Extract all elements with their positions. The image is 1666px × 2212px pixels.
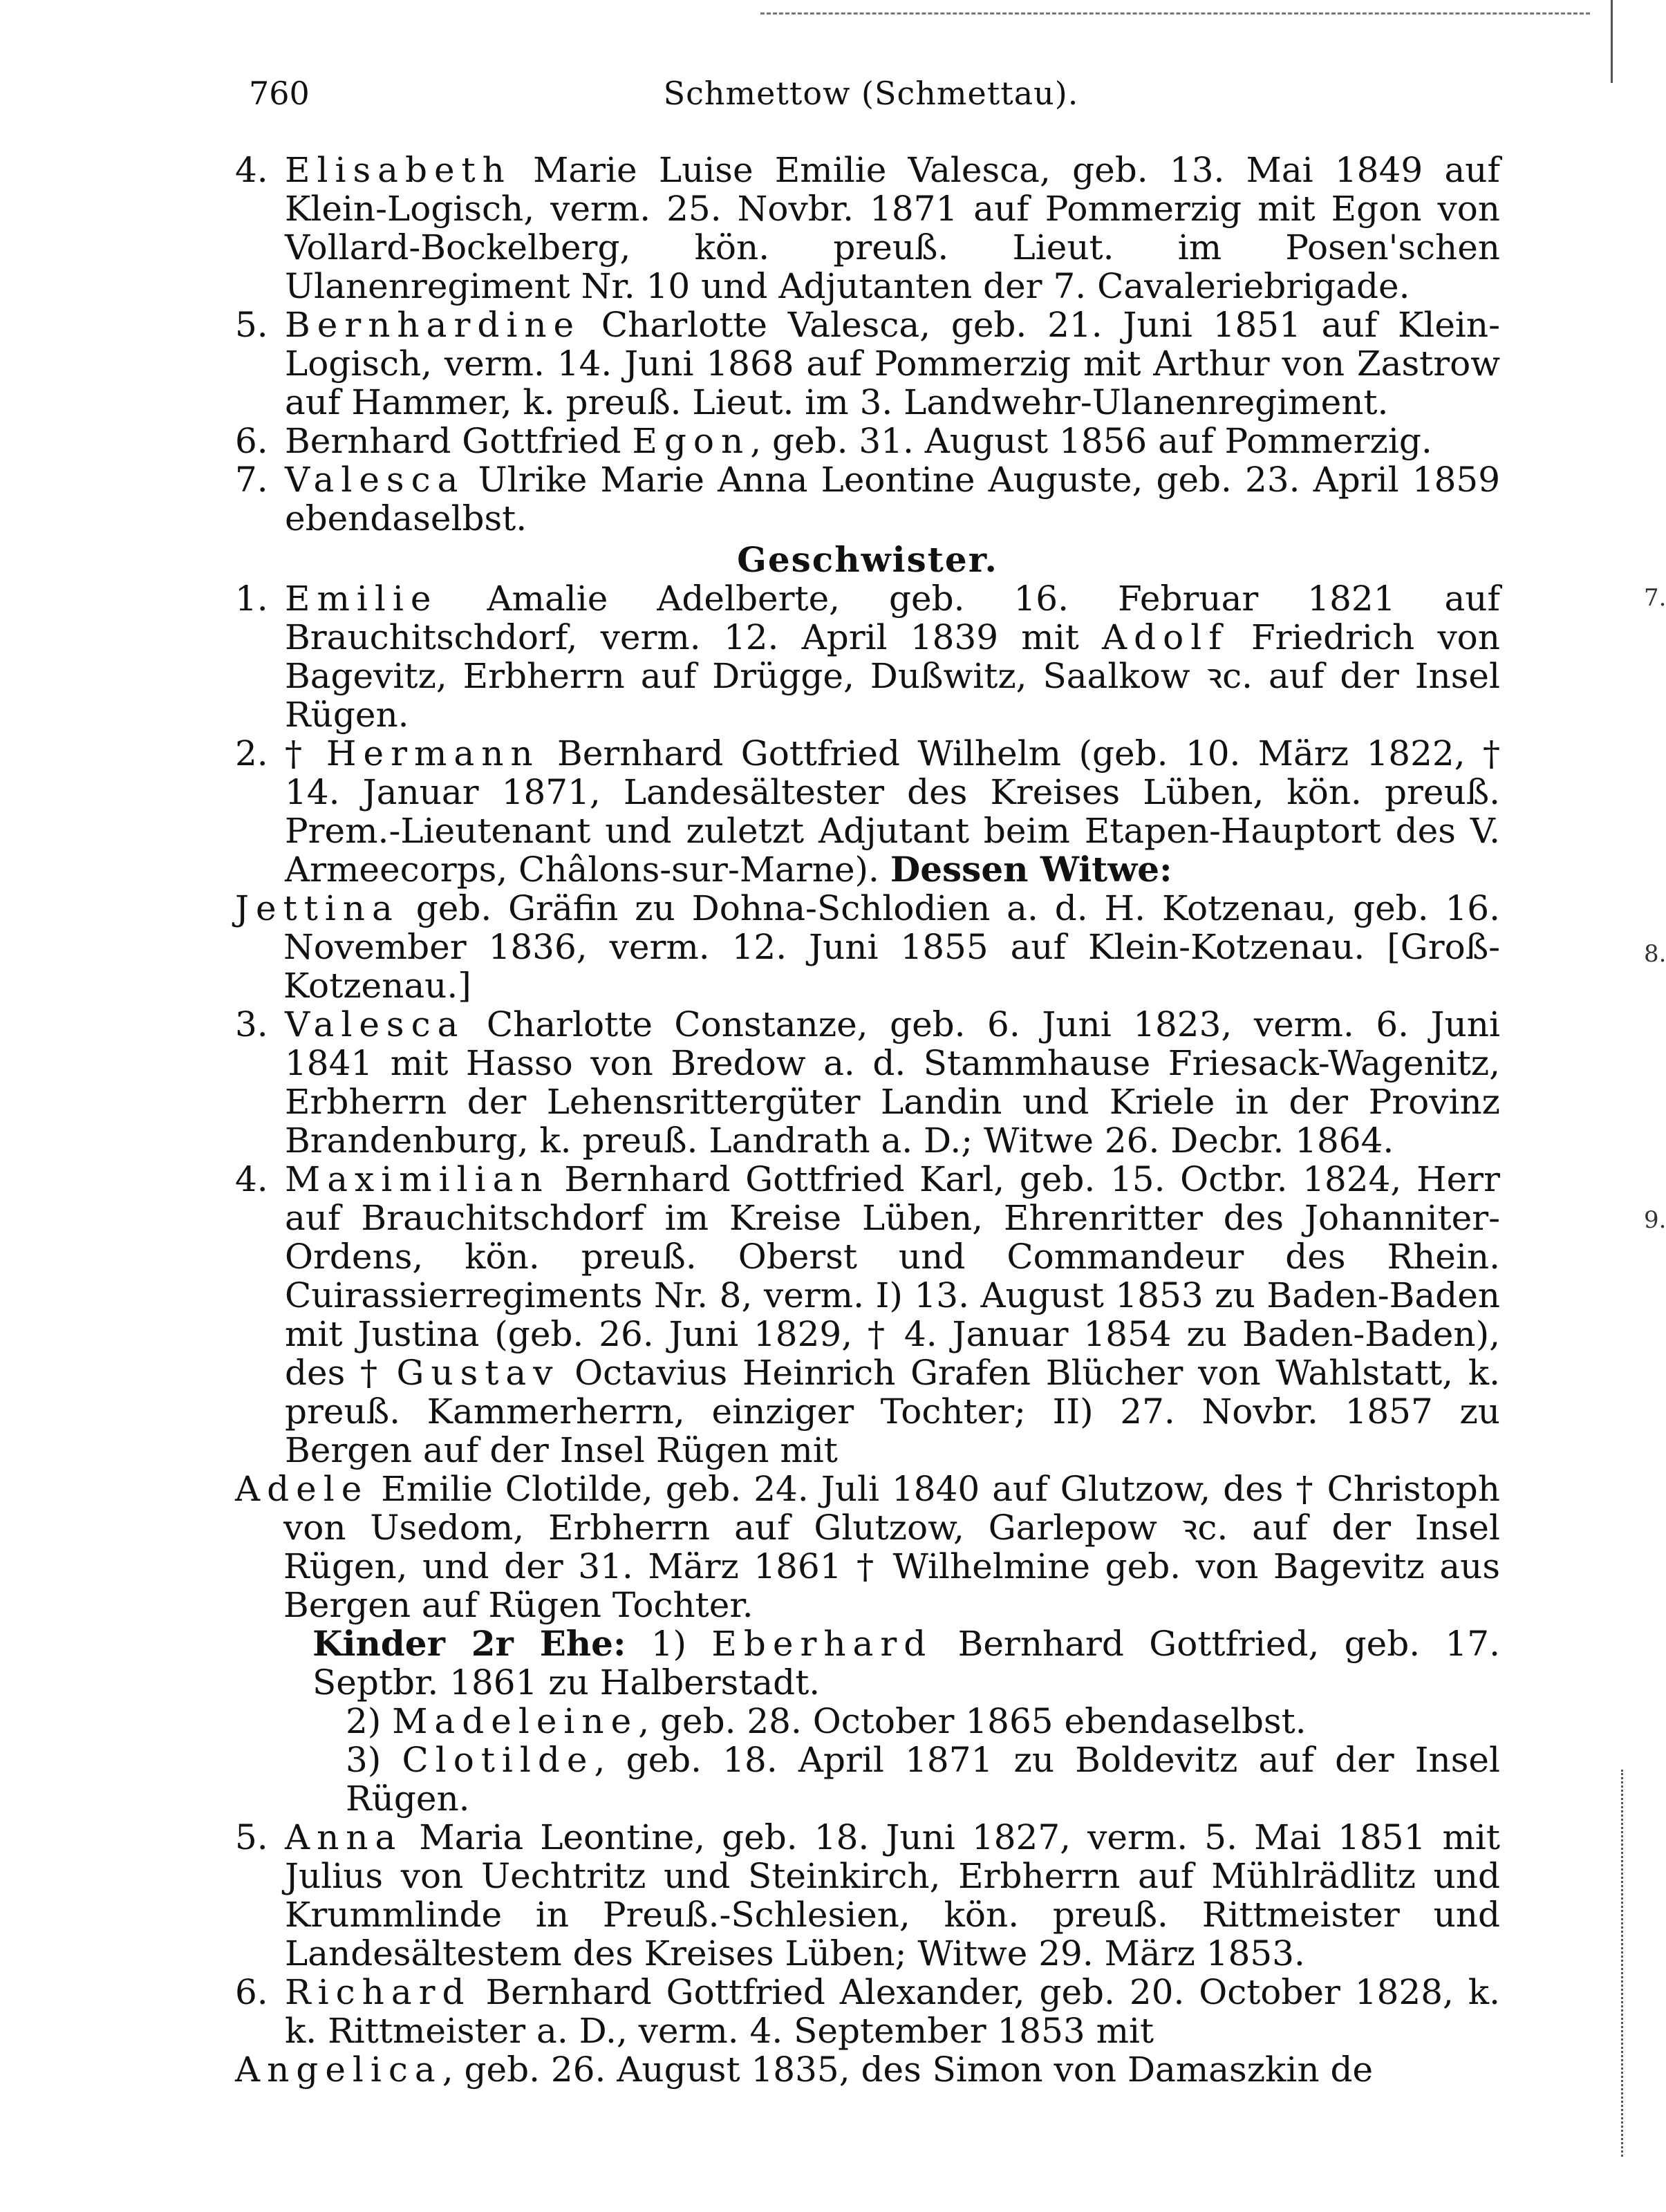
child-number: 3) [346, 1740, 402, 1780]
child-item [346, 1702, 1500, 1741]
child-text: , geb. 28. October 1865 ebendaselbst. [638, 1701, 1307, 1741]
running-head: Schmettow (Schmettau). [663, 75, 1079, 112]
entry-name: Richard [285, 1972, 471, 2012]
margin-rule [1611, 0, 1613, 83]
entry-text: Ulrike Marie Anna Leontine Auguste, geb. 23. April 1859 ebendaselbst. [285, 460, 1500, 538]
margin-rule [1621, 1770, 1623, 2157]
top-edge-rule [760, 12, 1590, 15]
entry-number: 6. [235, 421, 268, 461]
entry-number: 4. [235, 1159, 268, 1199]
sibling-entry [235, 579, 1500, 734]
entry-number: 6. [235, 1972, 268, 2012]
spouse-name: Jettina [235, 888, 400, 928]
margin-mark: 9. [1644, 1206, 1666, 1234]
child-text: Bernhard Gottfried, geb. 17. Septbr. 1861 zu Halberstadt. [312, 1624, 1500, 1703]
entry-name-secondary: Gustav [396, 1353, 560, 1393]
entry-text: Amalie Adelberte, geb. 16. Februar 1821 auf Brauchitschdorf, verm. 12. April 1839 mit [285, 579, 1500, 657]
entry-number: 7. [235, 460, 268, 500]
entry-text: Octavius Heinrich Grafen Blücher von Wahlstatt, k. preuß. Kammerherrn, einziger Tochter; II) 27. Novbr. 1857 zu Bergen auf der Insel Rügen mit [285, 1353, 1500, 1470]
entry-number: 5. [235, 305, 268, 345]
entry-number: 5. [235, 1817, 268, 1857]
children-list [235, 1624, 1500, 1818]
sibling-entry [235, 1973, 1500, 2050]
entry-text: Friedrich von Bagevitz, Erbherrn auf Drügge, Dußwitz, Saalkow ꝛc. auf der Insel Rügen. [285, 617, 1500, 735]
child-item [346, 1741, 1500, 1818]
spouse-entry [235, 2050, 1500, 2089]
margin-mark: 7. [1644, 584, 1666, 612]
spouse-name: Adele [235, 1469, 369, 1509]
children-label: Kinder 2r Ehe: [312, 1623, 626, 1664]
spouse-text: Emilie Clotilde, geb. 24. Juli 1840 auf Glutzow, des † Christoph von Usedom, Erbherrn auf Glutzow, Garlepow ꝛc. auf der Insel Rügen, und der 31. März 1861 † Wilhelmine geb. von Bagevitz aus Bergen auf Rügen Tochter. [283, 1469, 1500, 1625]
sibling-entry [235, 1160, 1500, 1470]
entry-text: Charlotte Valesca, geb. 21. Juni 1851 auf Klein-Logisch, verm. 14. Juni 1868 auf Pommerzig mit Arthur von Zastrow auf Hammer, k. preuß. Lieut. im 3. Landwehr-Ulanenregiment. [285, 305, 1500, 422]
entry-text: , geb. 31. August 1856 auf Pommerzig. [750, 421, 1432, 461]
entry-name: Emilie [285, 579, 438, 619]
entry-name: Bernhardine [285, 305, 581, 345]
entry-name: Anna [285, 1817, 403, 1857]
entry-text: Bernhard Gottfried Karl, geb. 15. Octbr. 1824, Herr auf Brauchitschdorf im Kreise Lüben, Ehrenritter des Johanniter-Ordens, kön. preuß. Oberst und Commandeur des Rhein. Cuirassierregiments Nr. 8, verm. I) 13. August 1853 zu Baden-Baden mit Justina (geb. 26. Juni 1829, † 4. Januar 1854 zu Baden-Baden), des † [285, 1159, 1500, 1393]
child-entry [235, 460, 1500, 538]
entry-number: 4. [235, 150, 268, 190]
page-number: 760 [249, 75, 310, 112]
entry-text: Marie Luise Emilie Valesca, geb. 13. Mai 1849 auf Klein-Logisch, verm. 25. Novbr. 1871 auf Pommerzig mit Egon von Vollard-Bockelberg, kön. preuß. Lieut. im Posen'schen Ulanenregiment Nr. 10 und Adjutanten der 7. Cavaleriebrigade. [285, 150, 1500, 306]
entry-name: Maximilian [285, 1159, 550, 1199]
child-name: Eberhard [711, 1624, 933, 1664]
section-title: Geschwister. [737, 539, 998, 580]
widow-label: Dessen Witwe: [890, 849, 1172, 890]
entry-name: Hermann [326, 733, 540, 774]
spouse-name: Angelica [235, 2050, 442, 2090]
child-item [312, 1624, 1500, 1702]
entry-text: Maria Leontine, geb. 18. Juni 1827, verm. 5. Mai 1851 mit Julius von Uechtritz und Steinkirch, Erbherrn auf Mühlrädlitz und Krummlinde in Preuß.-Schlesien, kön. preuß. Rittmeister und Landesältestem des Kreises Lüben; Witwe 29. März 1853. [285, 1817, 1500, 1974]
page-body [235, 151, 1500, 2089]
child-entry [235, 151, 1500, 306]
child-entry [235, 422, 1500, 460]
spouse-entry [235, 1470, 1500, 1624]
entry-number: 2. [235, 733, 268, 774]
entry-prefix: Bernhard Gottfried [285, 421, 633, 461]
death-cross: † [285, 733, 326, 774]
margin-mark: 8. [1644, 940, 1666, 968]
child-number: 2) [346, 1701, 393, 1741]
child-text: , geb. 18. April 1871 zu Boldevitz auf der Insel Rügen. [346, 1740, 1500, 1819]
child-name: Madeleine [392, 1701, 639, 1741]
sibling-entry [235, 734, 1500, 889]
sibling-entry [235, 1005, 1500, 1160]
page-header [249, 75, 1493, 137]
entry-name: Elisabeth [285, 150, 512, 190]
entry-number: 1. [235, 579, 268, 619]
child-number: 1) [626, 1624, 712, 1664]
entry-text: Charlotte Constanze, geb. 6. Juni 1823, verm. 6. Juni 1841 mit Hasso von Bredow a. d. Stammhause Friesack-Wagenitz, Erbherrn der Lehensrittergüter Landin und Kriele in der Provinz Brandenburg, k. preuß. Landrath a. D.; Witwe 26. Decbr. 1864. [285, 1004, 1500, 1161]
child-entry [235, 306, 1500, 422]
entry-text: Bernhard Gottfried Alexander, geb. 20. October 1828, k. k. Rittmeister a. D., verm. 4. September 1853 mit [285, 1972, 1500, 2051]
entry-name: Valesca [285, 460, 465, 500]
entry-name: Valesca [285, 1004, 465, 1044]
spouse-text: , geb. 26. August 1835, des Simon von Damaszkin de [442, 2050, 1374, 2090]
entry-name: Egon [632, 421, 751, 461]
entry-number: 3. [235, 1004, 268, 1044]
entry-text: Bernhard Gottfried Wilhelm (geb. 10. März 1822, † 14. Januar 1871, Landesältester des Kreises Lüben, kön. preuß. Prem.-Lieutenant und zuletzt Adjutant beim Etapen-Hauptort des V. Armeecorps, Châlons-sur-Marne). [285, 733, 1500, 890]
spouse-entry [235, 889, 1500, 1005]
sibling-entry [235, 1818, 1500, 1973]
entry-name-secondary: Adolf [1102, 617, 1228, 657]
spouse-text: geb. Gräfin zu Dohna-Schlodien a. d. H. Kotzenau, geb. 16. November 1836, verm. 12. Juni 1855 auf Klein-Kotzenau. [Groß-Kotzenau.] [283, 888, 1500, 1006]
child-name: Clotilde [402, 1740, 595, 1780]
